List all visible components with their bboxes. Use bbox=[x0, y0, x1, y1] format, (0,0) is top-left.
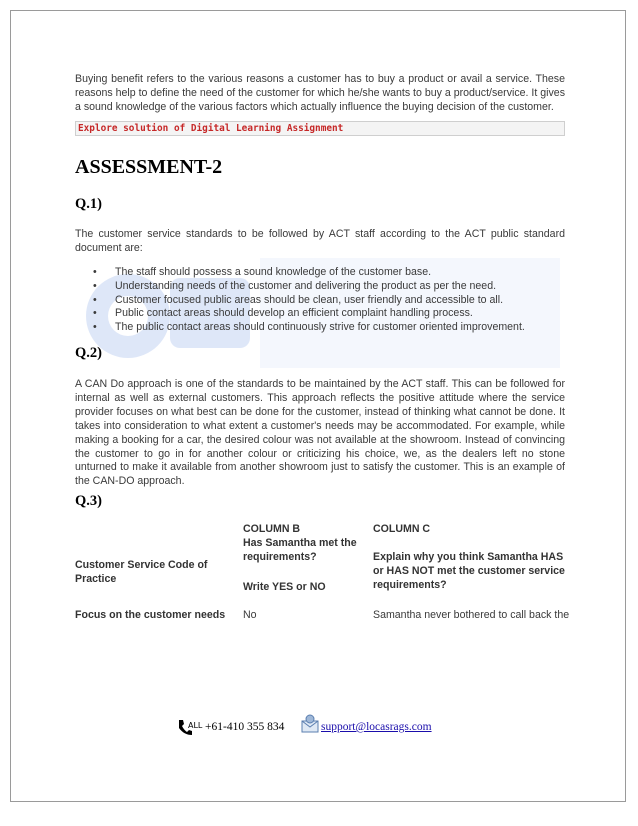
email-link[interactable]: support@locasrags.com bbox=[321, 721, 432, 733]
list-item: • Understanding needs of the customer and delivering the product as per the need. bbox=[93, 279, 497, 292]
svg-text:ALL: ALL bbox=[188, 721, 203, 730]
col-b-note: Write YES or NO bbox=[243, 581, 326, 593]
phone-number: +61-410 355 834 bbox=[205, 721, 285, 733]
col-c-subtitle: Explain why you think Samantha HAS or HAS NOT met the customer service requirements? bbox=[373, 551, 565, 591]
list-item: • The public contact areas should continuously strive for customer oriented improvement. bbox=[93, 321, 525, 334]
q2-section bbox=[75, 378, 565, 489]
table-row-met: No bbox=[243, 609, 257, 621]
q1-heading: Q.1) bbox=[75, 196, 102, 212]
intro-paragraph: Buying benefit refers to the various reasons a customer has to buy a product or avail a service. These reasons help to define the need of the customer for which he/she wants to buy a product/service. It gives a sound knowledge of the various factors which actually influence the buying decision of the customer. bbox=[75, 73, 565, 113]
document-content bbox=[75, 73, 570, 621]
q3-heading: Q.3) bbox=[75, 493, 102, 509]
phone-icon bbox=[176, 718, 204, 739]
bullet-icon: • bbox=[93, 293, 97, 306]
assessment-title: ASSESSMENT-2 bbox=[75, 156, 223, 178]
col-b-subtitle: Has Samantha met the requirements? bbox=[243, 537, 357, 563]
bullet-icon: • bbox=[93, 321, 97, 334]
bullet-icon: • bbox=[93, 265, 97, 278]
bullet-icon: • bbox=[93, 307, 97, 320]
q2-heading: Q.2) bbox=[75, 345, 102, 361]
col-b-title: COLUMN B bbox=[243, 523, 301, 535]
contact-footer bbox=[176, 718, 476, 738]
table-row-code: Focus on the customer needs bbox=[75, 609, 226, 621]
list-item: • Public contact areas should develop an efficient complaint handling process. bbox=[93, 307, 473, 320]
col-a-header: Customer Service Code of Practice bbox=[75, 559, 208, 585]
list-item: • Customer focused public areas should be clean, user friendly and accessible to all. bbox=[93, 293, 504, 306]
q1-section bbox=[75, 228, 565, 335]
list-item: • The staff should possess a sound knowledge of the customer base. bbox=[93, 265, 432, 278]
table-row-explanation: Samantha never bothered to call back the bbox=[373, 609, 570, 621]
col-c-title: COLUMN C bbox=[373, 523, 431, 535]
explore-solution-link[interactable]: Explore solution of Digital Learning Assignment bbox=[75, 121, 565, 136]
bullet-icon: • bbox=[93, 279, 97, 292]
q1-intro: The customer service standards to be followed by ACT staff according to the ACT public standard document are: bbox=[75, 228, 565, 254]
email-icon bbox=[300, 714, 320, 737]
q2-paragraph: A CAN Do approach is one of the standards to be maintained by the ACT staff. This can be followed for internal as well as external customers. This approach reflects the positive attitude where the service provider focuses on what best can be done for the customer, instead of thinking what cannot be done. It takes into consideration to what extent a customer's needs may be accommodated. For example, while making a booking for a car, the desired colour was not available at the showroom. Instead of convincing the customer to go in for another colour or criticizing his choice, we, as the dealers left no stone unturned to make it available from another showroom just to satisfy the customer. This is an example of the CAN-DO approach. bbox=[75, 378, 565, 488]
q1-bullet-list bbox=[75, 266, 565, 335]
